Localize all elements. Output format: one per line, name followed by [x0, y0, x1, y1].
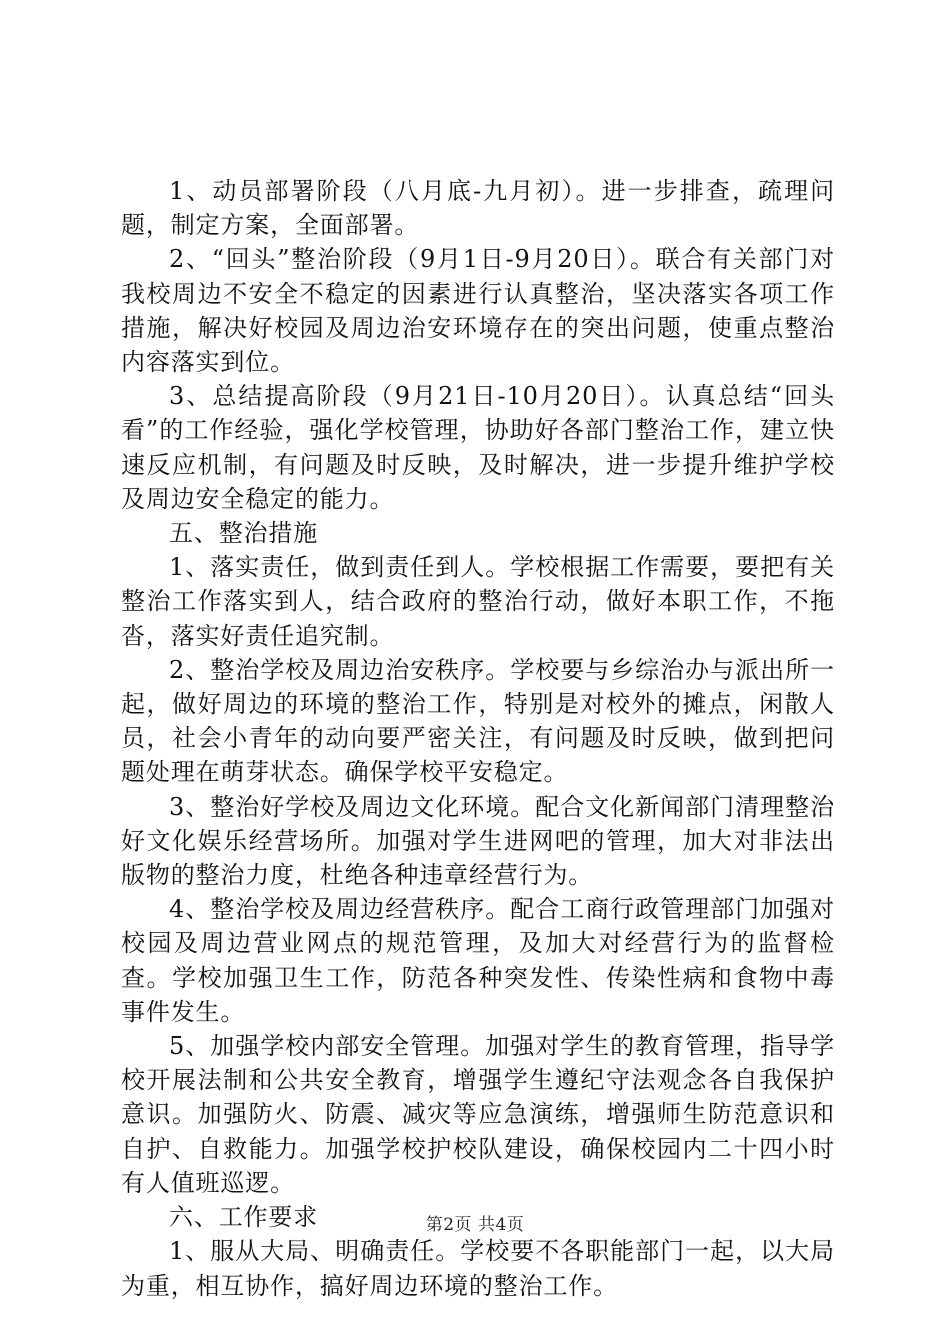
- paragraph-measure-5: 5、加强学校内部安全管理。加强对学生的教育管理，指导学校开展法制和公共安全教育，增强学生遵纪守法观念各自我保护意识。加强防火、防震、减灾等应急演练，增强师生防范意识和自护、自救能力。加强学校护校队建设，确保校园内二十四小时有人值班巡逻。: [121, 1032, 835, 1197]
- paragraph-measure-4: 4、整治学校及周边经营秩序。配合工商行政管理部门加强对校园及周边营业网点的规范管理，及加大对经营行为的监督检查。学校加强卫生工作，防范各种突发性、传染性病和食物中毒事件发生。: [121, 895, 835, 1026]
- section-heading-requirements: 六、工作要求: [169, 1203, 319, 1232]
- page-number-label: 第2页 共4页: [425, 1215, 525, 1235]
- paragraph-requirement-1: 1、服从大局、明确责任。学校要不各职能部门一起，以大局为重，相互协作，搞好周边环境的整治工作。: [121, 1237, 835, 1300]
- paragraph-measure-2: 2、整治学校及周边治安秩序。学校要与乡综治办与派出所一起，做好周边的环境的整治工作，特别是对校外的摊点，闲散人员，社会小青年的动向要严密关注，有问题及时反映，做到把问题处理在萌芽状态。确保学校平安稳定。: [121, 655, 835, 787]
- section-heading-measures: 五、整治措施: [169, 519, 319, 548]
- page-footer: [0, 1214, 950, 1236]
- paragraph-stage-3: 3、总结提高阶段（9月21日-10月20日）。认真总结“回头看”的工作经验，强化学校管理，协助好各部门整治工作，建立快速反应机制，有问题及时反映，及时解决，进一步提升维护学校及周边安全稳定的能力。: [121, 382, 835, 513]
- paragraph-measure-3: 3、整治好学校及周边文化环境。配合文化新闻部门清理整治好文化娱乐经营场所。加强对学生进网吧的管理，加大对非法出版物的整治力度，杜绝各种违章经营行为。: [121, 792, 835, 890]
- paragraph-stage-1: 1、动员部署阶段（八月底-九月初）。进一步排查，疏理问题，制定方案，全面部署。: [121, 177, 835, 240]
- document-body: [121, 174, 835, 1303]
- paragraph-stage-2: 2、“回头”整治阶段（9月1日-9月20日）。联合有关部门对我校周边不安全不稳定的因素进行认真整治，坚决落实各项工作措施，解决好校园及周边治安环境存在的突出问题，使重点整治内容落实到位。: [121, 245, 835, 377]
- paragraph-measure-1: 1、落实责任，做到责任到人。学校根据工作需要，要把有关整治工作落实到人，结合政府的整治行动，做好本职工作，不拖沓，落实好责任追究制。: [121, 553, 835, 650]
